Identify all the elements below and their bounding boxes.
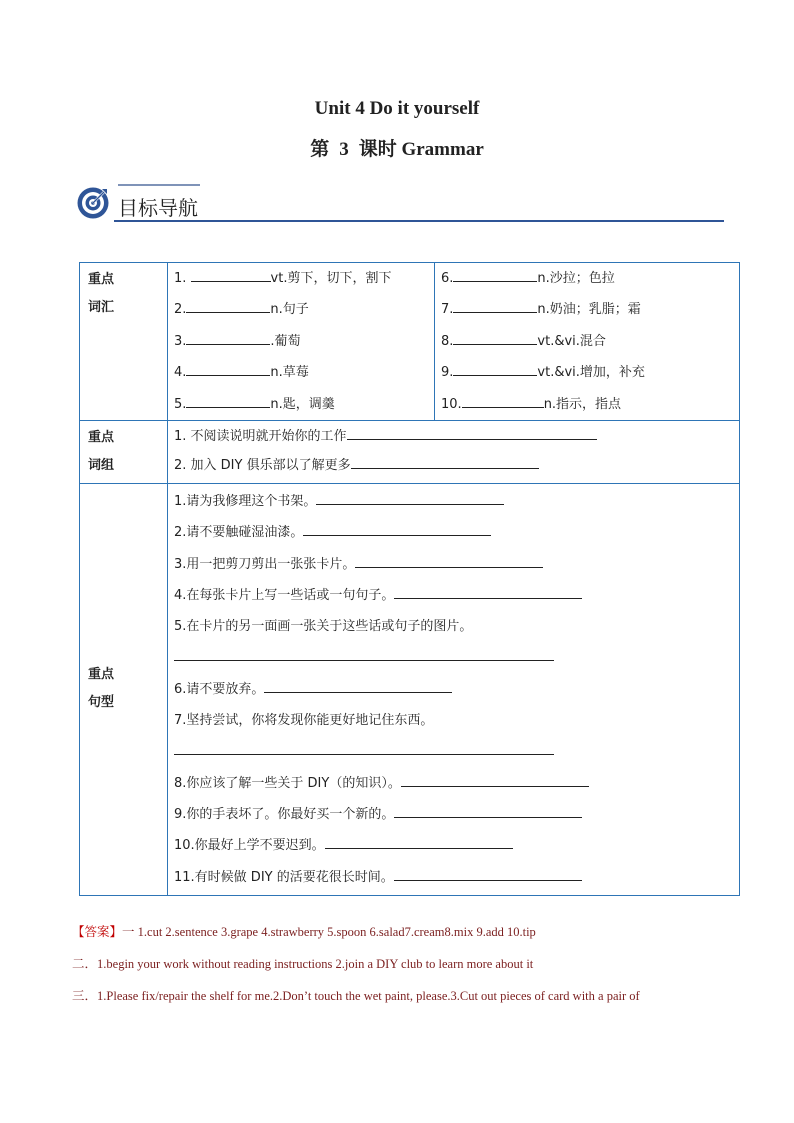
nav-divider: [114, 220, 724, 222]
answer-blank[interactable]: [453, 298, 537, 313]
vocab-num: 8.: [441, 333, 454, 349]
answer-tag: 【答案】: [72, 924, 123, 939]
answer-line-2: [72, 954, 533, 972]
sentence-text: 5.在卡片的另一面画一张关于这些话或句子的图片。: [174, 619, 473, 635]
vocab-meaning: n.匙，调羹: [270, 396, 335, 412]
target-icon: [76, 186, 110, 220]
vocab-category: [80, 263, 168, 421]
phrases-category-line: 重点: [88, 429, 115, 445]
vocab-right-column: [435, 263, 740, 421]
answer-blank[interactable]: [174, 740, 554, 755]
sentence-item: [168, 674, 739, 705]
vocab-item: [435, 294, 739, 325]
sentence-item: [168, 705, 739, 736]
sentence-item: [168, 611, 739, 642]
vocab-num: 1.: [174, 271, 191, 286]
answer-blank[interactable]: [325, 834, 513, 849]
nav-header: [74, 182, 724, 226]
answer-line-1: [72, 922, 536, 940]
vocab-item: [168, 357, 434, 388]
answer-blank[interactable]: [394, 803, 582, 818]
sentence-text: 6.请不要放弃。: [174, 681, 265, 697]
vocab-item: [435, 263, 739, 294]
sentence-text: 3.用一把剪刀剪出一张张卡片。: [174, 556, 356, 572]
sentence-text: 1.请为我修理这个书架。: [174, 493, 317, 509]
answer-section-marker: 二．: [72, 956, 98, 971]
answer-section-marker: 三．: [72, 988, 98, 1003]
vocab-category-line: 词汇: [88, 300, 115, 315]
answer-blank[interactable]: [394, 866, 582, 881]
answer-blank[interactable]: [316, 490, 504, 505]
answer-blank[interactable]: [174, 646, 554, 661]
vocab-num: 2.: [174, 302, 187, 318]
sentence-text: 4.在每张卡片上写一些话或一句句子。: [174, 587, 395, 603]
phrases-category-line: 词组: [88, 457, 115, 473]
vocab-item: [435, 389, 739, 420]
vocab-num: 4.: [174, 365, 187, 381]
vocab-item: [168, 326, 434, 357]
phrases-category: [80, 420, 168, 483]
phrase-text: 2. 加入 DIY 俱乐部以了解更多: [174, 457, 351, 473]
phrases-column: [168, 420, 740, 483]
nav-top-line: [118, 184, 200, 186]
sentence-text: 10.你最好上学不要迟到。: [174, 838, 325, 854]
vocab-item: [168, 263, 434, 294]
phrase-text: 1. 不阅读说明就开始你的工作: [174, 428, 347, 444]
vocab-meaning: vt.&vi.增加，补充: [537, 365, 645, 381]
sentence-item: [168, 830, 739, 861]
answer-blank[interactable]: [394, 584, 582, 599]
answer-blank[interactable]: [186, 330, 270, 345]
sentence-item: [168, 517, 739, 548]
answer-blank[interactable]: [462, 393, 544, 408]
answer-blank[interactable]: [186, 298, 270, 313]
vocab-meaning: n.沙拉；色拉: [537, 271, 615, 286]
answer-text: 1.begin your work without reading instructions 2.join a DIY club to learn more about it: [97, 957, 534, 971]
lesson-title-suffix: 课时 Grammar: [358, 139, 484, 160]
vocab-left-column: [168, 263, 435, 421]
answer-blank[interactable]: [303, 521, 491, 536]
vocab-item: [435, 357, 739, 388]
unit-title: Unit 4 Do it yourself: [314, 98, 480, 119]
sentence-item: [168, 862, 739, 893]
answer-text: 1.cut 2.sentence 3.grape 4.strawberry 5.spoon 6.salad7.cream8.mix 9.add 10.tip: [134, 925, 536, 939]
vocab-num: 10.: [441, 396, 462, 412]
answer-blank[interactable]: [355, 553, 543, 568]
sentences-row: [80, 483, 740, 895]
vocab-num: 5.: [174, 396, 187, 412]
answer-line-3: [72, 986, 640, 1004]
answer-section-marker: 一: [122, 924, 135, 939]
answer-blank[interactable]: [186, 361, 270, 376]
sentences-category-line: 重点: [88, 667, 115, 683]
answer-blank[interactable]: [347, 425, 597, 440]
vocab-num: 9.: [441, 365, 454, 381]
answer-blank[interactable]: [453, 361, 537, 376]
answer-blank[interactable]: [453, 267, 537, 282]
vocab-meaning: vt.&vi.混合: [537, 333, 606, 349]
answer-blank[interactable]: [264, 678, 452, 693]
sentence-text: 2.请不要触碰湿油漆。: [174, 525, 304, 541]
vocab-category-line: 重点: [88, 272, 115, 287]
sentences-column: [168, 483, 740, 895]
phrases-row: [80, 420, 740, 483]
sentence-text: 9.你的手表坏了。你最好买一个新的。: [174, 806, 395, 822]
vocab-row: [80, 263, 740, 421]
vocab-meaning: n.指示，指点: [543, 396, 622, 412]
answer-blank[interactable]: [186, 393, 270, 408]
vocab-meaning: vt.剪下，切下，割下: [270, 271, 392, 286]
vocab-item: [435, 326, 739, 357]
sentences-category-line: 句型: [88, 695, 115, 711]
answer-blank[interactable]: [191, 267, 271, 282]
sentence-text: 11.有时候做 DIY 的活要花很长时间。: [174, 869, 394, 885]
vocab-item: [168, 389, 434, 420]
answer-text: 1.Please fix/repair the shelf for me.2.Don’t touch the wet paint, please.3.Cut out pieces of card with a pair of: [97, 989, 640, 1003]
lesson-title: [0, 134, 794, 161]
answer-blank[interactable]: [401, 772, 589, 787]
sentence-item: [168, 768, 739, 799]
vocab-meaning: n.草莓: [270, 365, 309, 381]
sentence-item: [168, 799, 739, 830]
sentence-continuation: [168, 736, 739, 767]
nav-label: 目标导航: [118, 196, 198, 220]
sentence-item: [168, 580, 739, 611]
sentence-item: [168, 486, 739, 517]
phrase-item: [168, 422, 739, 451]
sentence-text: 8.你应该了解一些关于 DIY（的知识）。: [174, 775, 401, 791]
phrase-item: [168, 451, 739, 480]
sentence-item: [168, 549, 739, 580]
sentence-text: 7.坚持尝试，你将发现你能更好地记住东西。: [174, 713, 434, 729]
exercise-table: [79, 262, 740, 896]
sentences-category: [80, 483, 168, 895]
vocab-num: 7.: [441, 302, 454, 318]
vocab-num: 3.: [174, 333, 187, 349]
lesson-title-prefix: 第: [310, 139, 330, 160]
vocab-meaning: n.句子: [270, 302, 309, 318]
sentence-continuation: [168, 642, 739, 673]
lesson-number: 3: [339, 139, 349, 160]
vocab-num: 6.: [441, 271, 454, 286]
vocab-meaning: n.奶油；乳脂；霜: [537, 302, 641, 318]
vocab-item: [168, 294, 434, 325]
answer-blank[interactable]: [351, 454, 539, 469]
answer-blank[interactable]: [453, 330, 537, 345]
vocab-meaning: .葡萄: [270, 333, 301, 349]
